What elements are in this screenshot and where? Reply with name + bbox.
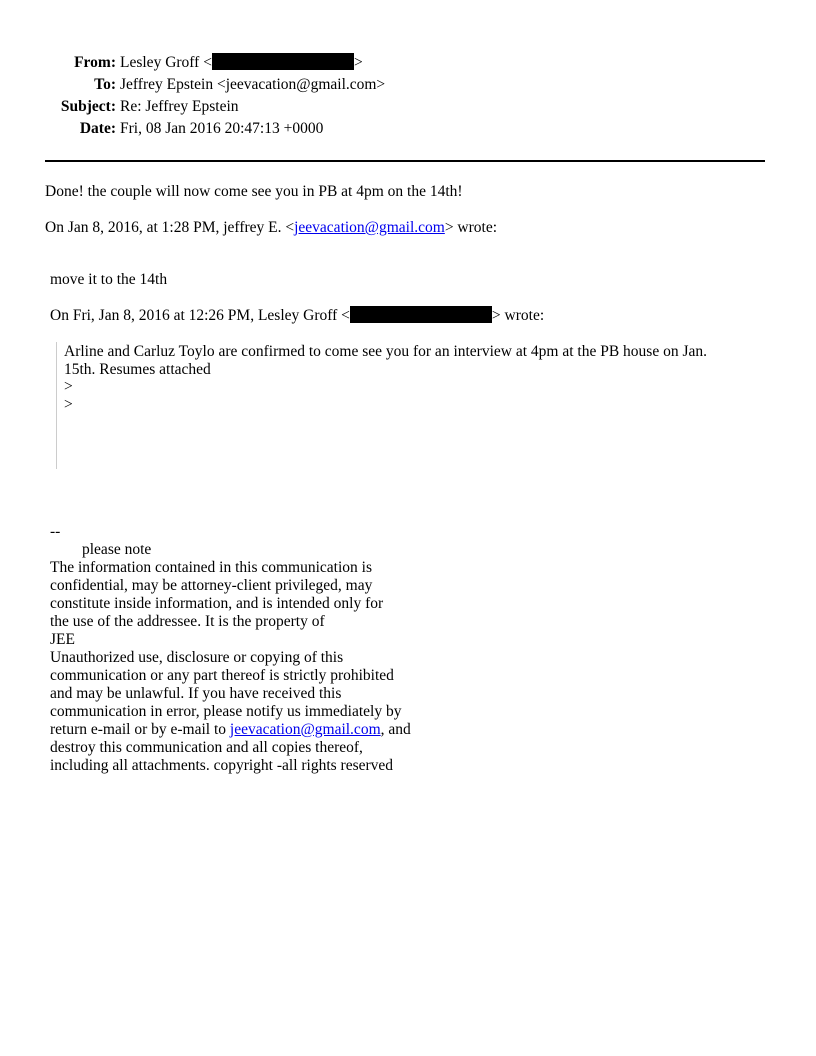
- signature-line: destroy this communication and all copies thereof,: [50, 739, 363, 756]
- signature-line: communication in error, please notify us immediately by: [50, 703, 402, 720]
- date-label: Date:: [79, 120, 116, 137]
- lesley-message-line1: Arline and Carluz Toylo are confirmed to come see you for an interview at 4pm at the PB house on Jan.: [64, 343, 707, 360]
- redaction-box: [350, 306, 492, 323]
- jeffrey-message: move it to the 14th: [50, 271, 168, 288]
- redaction-box: [212, 53, 354, 70]
- signature-note: please note: [82, 541, 152, 558]
- from-label: From:: [74, 54, 116, 71]
- date-row: [0, 118, 816, 140]
- from-close: >: [353, 54, 363, 71]
- subject-value: Re: Jeffrey Epstein: [120, 98, 239, 115]
- to-label: To:: [94, 76, 116, 93]
- lesley-message-line2: 15th. Resumes attached: [64, 361, 211, 378]
- to-row: [0, 74, 816, 96]
- signature-line: JEE: [50, 631, 75, 648]
- quote1-attribution: [45, 219, 497, 237]
- quote2-attribution: [50, 307, 544, 325]
- signature-email-link[interactable]: jeevacation@gmail.com: [229, 721, 381, 738]
- signature-line: communication or any part thereof is strictly prohibited: [50, 667, 394, 684]
- signature-line: including all attachments. copyright -all rights reserved: [50, 757, 394, 774]
- date-value: Fri, 08 Jan 2016 20:47:13 +0000: [120, 120, 324, 137]
- from-name: Lesley Groff <: [120, 54, 212, 71]
- signature-line: and may be unlawful. If you have received this: [50, 685, 342, 702]
- quote-marker: >: [64, 396, 73, 413]
- signature-line: Unauthorized use, disclosure or copying of this: [50, 649, 344, 666]
- from-value: [120, 52, 363, 74]
- quote-bar: [56, 342, 57, 469]
- return-suffix: , and: [380, 721, 411, 738]
- signature-line: the use of the addressee. It is the property of: [50, 613, 325, 630]
- subject-label: Subject:: [60, 98, 116, 115]
- quote2-prefix: On Fri, Jan 8, 2016 at 12:26 PM, Lesley Groff <: [50, 307, 350, 324]
- signature-dashes: --: [50, 523, 61, 540]
- from-row: [0, 52, 816, 74]
- signature-block: [50, 523, 411, 775]
- signature-line: constitute inside information, and is intended only for: [50, 595, 384, 612]
- signature-return-line: [50, 721, 411, 739]
- quote-marker: >: [64, 378, 73, 395]
- reply-text: Done! the couple will now come see you in PB at 4pm on the 14th!: [45, 183, 463, 200]
- signature-line: confidential, may be attorney-client privileged, may: [50, 577, 373, 594]
- signature-line: The information contained in this communication is: [50, 559, 372, 576]
- quote1-suffix: > wrote:: [444, 219, 498, 236]
- to-value: Jeffrey Epstein <jeevacation@gmail.com>: [120, 76, 386, 93]
- quote1-email-link[interactable]: jeevacation@gmail.com: [294, 219, 445, 236]
- email-header: [0, 52, 816, 140]
- header-divider: [45, 160, 765, 162]
- return-prefix: return e-mail or by e-mail to: [50, 721, 230, 738]
- subject-row: [0, 96, 816, 118]
- quote1-prefix: On Jan 8, 2016, at 1:28 PM, jeffrey E. <: [45, 219, 295, 236]
- quote2-suffix: > wrote:: [491, 307, 545, 324]
